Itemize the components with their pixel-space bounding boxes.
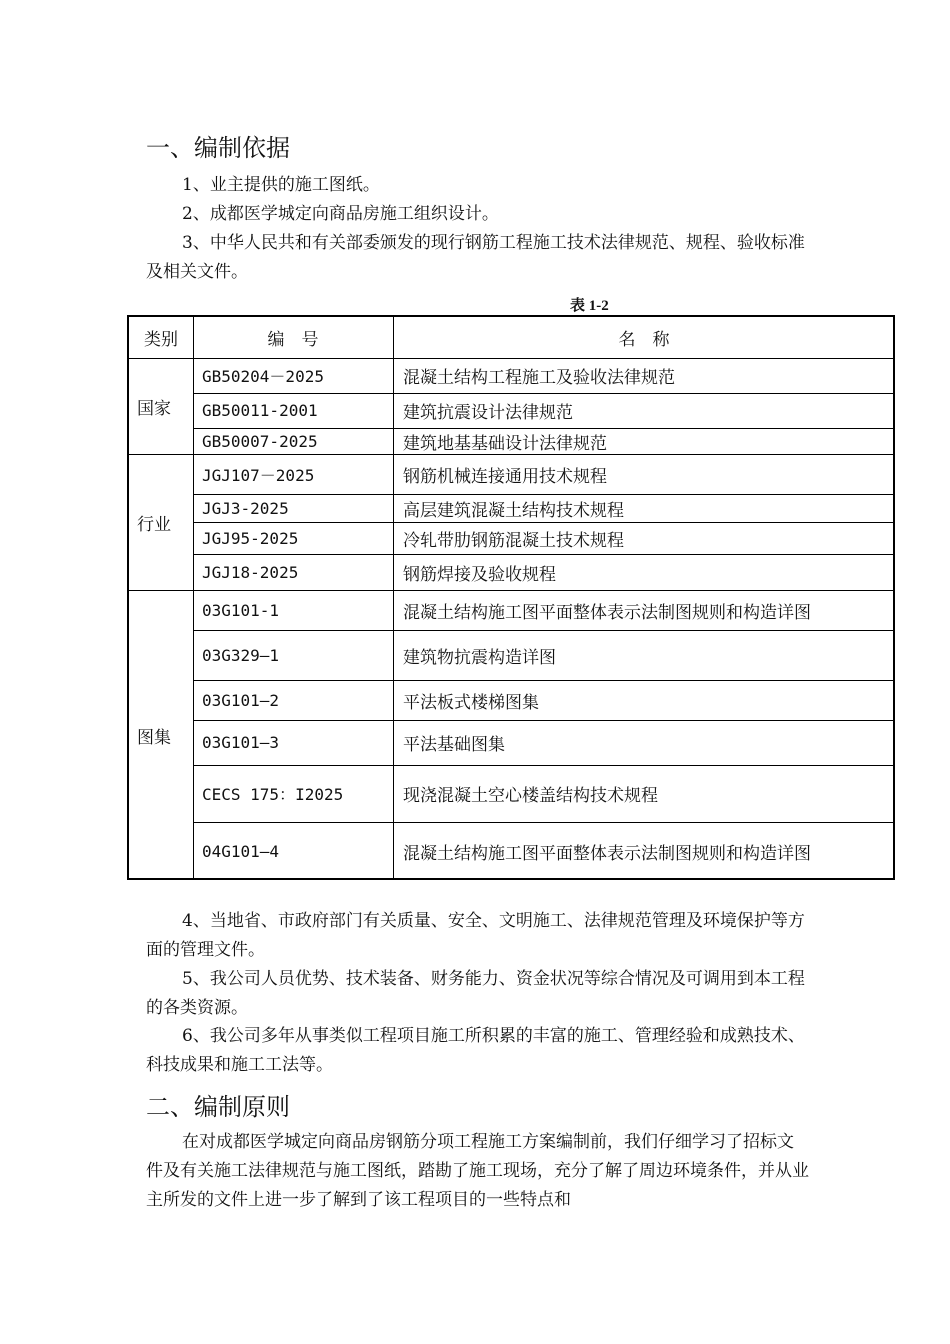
table-rule [193,680,893,681]
row-code: JGJ107－2025 [202,465,315,485]
basis-item-3: 3、中华人民共和有关部委颁发的现行钢筋工程施工技术法律规范、规程、验收标准及相关文件。 [146,233,805,282]
basis-item-5: 5、我公司人员优势、技术装备、财务能力、资金状况等综合情况及可调用到本工程的各类资源。 [146,969,805,1018]
basis-item-2: 2、成都医学城定向商品房施工组织设计。 [182,204,499,224]
row-code: 03G101-1 [202,600,280,620]
row-code: CECS 175：I2025 [202,785,344,804]
category-atlas: 图集 [137,727,171,748]
row-code: JGJ18-2025 [202,562,299,582]
table-rule [193,720,893,721]
basis-item-1: 1、业主提供的施工图纸。 [182,175,380,195]
category-industry: 行业 [137,514,171,535]
row-code: GB50007-2025 [202,431,318,451]
table-divider [393,317,394,878]
row-code: 04G101—4 [202,841,280,861]
row-code: 03G101—2 [202,690,280,710]
principle-paragraph: 在对成都医学城定向商品房钢筋分项工程施工方案编制前，我们仔细学习了招标文件及有关施工法律规范与施工图纸，踏勘了施工现场，充分了解了周边环境条件，并从业主所发的文件上进一步了解到了该工程项目的一些特点和 [146,1132,809,1210]
row-code: JGJ3-2025 [202,498,289,518]
header-name: 名 称 [618,330,670,350]
header-category: 类别 [144,330,178,350]
row-name: 冷轧带肋钢筋混凝土技术规程 [403,530,624,551]
row-name: 混凝土结构施工图平面整体表示法制图规则和构造详图 [403,843,811,864]
row-name: 高层建筑混凝土结构技术规程 [403,500,624,521]
row-name: 建筑地基基础设计法律规范 [403,433,607,454]
row-name: 混凝土结构工程施工及验收法律规范 [403,368,675,388]
standards-table [127,315,895,880]
row-name: 平法基础图集 [403,735,505,755]
table-divider [193,317,194,878]
table-caption: 表 1-2 [570,298,609,314]
row-name: 钢筋机械连接通用技术规程 [403,466,607,487]
row-name: 混凝土结构施工图平面整体表示法制图规则和构造详图 [403,602,811,623]
section1-title: 一、编制依据 [146,134,290,162]
row-code: 03G329—1 [202,645,280,665]
row-code: 03G101—3 [202,733,280,752]
row-name: 现浇混凝土空心楼盖结构技术规程 [403,786,658,806]
basis-item-4: 4、当地省、市政府部门有关质量、安全、文明施工、法律规范管理及环境保护等方面的管理文件。 [146,911,805,960]
header-code: 编 号 [267,330,319,350]
row-code: GB50011-2001 [202,401,318,420]
row-name: 建筑抗震设计法律规范 [403,403,573,423]
basis-item-6: 6、我公司多年从事类似工程项目施工所积累的丰富的施工、管理经验和成熟技术、科技成果和施工工法等。 [146,1026,805,1075]
section2-title: 二、编制原则 [146,1093,290,1121]
row-code: JGJ95-2025 [202,528,299,548]
category-national: 国家 [137,398,171,419]
row-name: 平法板式楼梯图集 [403,692,539,713]
row-code: GB50204－2025 [202,367,324,386]
row-name: 建筑物抗震构造详图 [403,647,556,668]
row-name: 钢筋焊接及验收规程 [403,564,556,585]
